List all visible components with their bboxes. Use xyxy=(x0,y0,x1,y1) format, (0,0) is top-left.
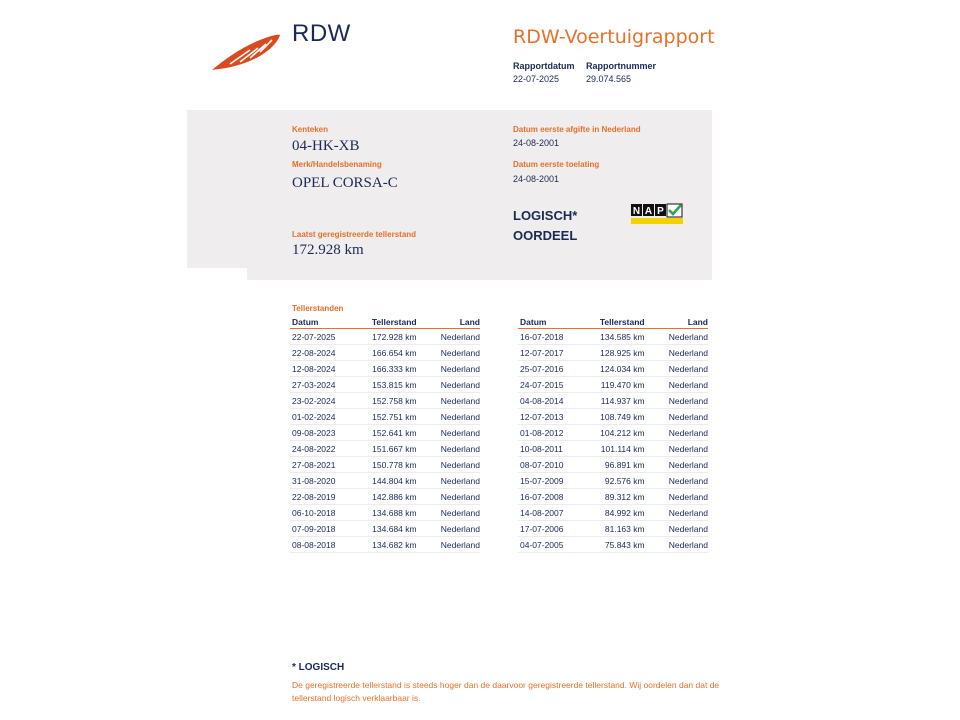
reading-km: 152.751 km xyxy=(353,409,417,425)
odometer-label: Laatst geregistreerde tellerstand xyxy=(292,230,417,239)
table-row xyxy=(518,345,708,361)
verdict-line-2: OORDEEL xyxy=(513,228,578,243)
verdict-line-1: LOGISCH* xyxy=(513,208,578,223)
reading-km: 151.667 km xyxy=(353,441,417,457)
reading-km: 134.688 km xyxy=(353,505,417,521)
reading-country: Nederland xyxy=(417,329,480,345)
first-admission-value: 24-08-2001 xyxy=(513,174,560,184)
report-date-label: Rapportdatum xyxy=(513,61,575,71)
reading-date: 15-07-2009 xyxy=(518,473,581,489)
reading-country: Nederland xyxy=(417,345,480,361)
header-country: Land xyxy=(645,317,708,329)
reading-date: 27-08-2021 xyxy=(290,457,353,473)
table-row xyxy=(290,441,480,457)
table-row xyxy=(518,425,708,441)
reading-date: 27-03-2024 xyxy=(290,377,353,393)
reading-km: 114.937 km xyxy=(581,393,645,409)
reading-country: Nederland xyxy=(417,393,480,409)
reading-date: 12-08-2024 xyxy=(290,361,353,377)
plate-value: 04-HK-XB xyxy=(292,138,360,154)
plate-label: Kenteken xyxy=(292,125,329,134)
reading-date: 24-07-2015 xyxy=(518,377,581,393)
reading-date: 22-08-2024 xyxy=(290,345,353,361)
reading-km: 134.684 km xyxy=(353,521,417,537)
reading-country: Nederland xyxy=(417,361,480,377)
reading-date: 14-08-2007 xyxy=(518,505,581,521)
reading-km: 172.928 km xyxy=(353,329,417,345)
table-row xyxy=(518,441,708,457)
table-row xyxy=(518,457,708,473)
table-row xyxy=(290,361,480,377)
reading-country: Nederland xyxy=(645,377,708,393)
reading-km: 150.778 km xyxy=(353,457,417,473)
reading-country: Nederland xyxy=(417,489,480,505)
reading-km: 104.212 km xyxy=(581,425,645,441)
reading-km: 166.333 km xyxy=(353,361,417,377)
table-row xyxy=(518,361,708,377)
table-row xyxy=(290,377,480,393)
reading-date: 06-10-2018 xyxy=(290,505,353,521)
readings-title: Tellerstanden xyxy=(292,304,344,313)
panel-corner-cut xyxy=(187,268,247,282)
table-row xyxy=(290,457,480,473)
table-row xyxy=(290,345,480,361)
reading-date: 12-07-2017 xyxy=(518,345,581,361)
reading-km: 134.585 km xyxy=(581,329,645,345)
reading-date: 16-07-2018 xyxy=(518,329,581,345)
table-row xyxy=(518,473,708,489)
reading-country: Nederland xyxy=(645,441,708,457)
reading-country: Nederland xyxy=(645,457,708,473)
reading-km: 128.925 km xyxy=(581,345,645,361)
reading-km: 92.576 km xyxy=(581,473,645,489)
report-title: RDW-Voertuigrapport xyxy=(513,26,715,48)
table-row xyxy=(290,489,480,505)
first-admission-label: Datum eerste toelating xyxy=(513,160,600,169)
reading-date: 01-08-2012 xyxy=(518,425,581,441)
table-row xyxy=(290,521,480,537)
reading-date: 10-08-2011 xyxy=(518,441,581,457)
reading-date: 24-08-2022 xyxy=(290,441,353,457)
reading-date: 31-08-2020 xyxy=(290,473,353,489)
reading-km: 134.682 km xyxy=(353,537,417,553)
reading-date: 22-08-2019 xyxy=(290,489,353,505)
table-header-row xyxy=(290,317,480,329)
table-row xyxy=(290,537,480,553)
reading-country: Nederland xyxy=(645,425,708,441)
report-date: 22-07-2025 xyxy=(513,74,560,84)
table-row xyxy=(518,377,708,393)
reading-country: Nederland xyxy=(417,457,480,473)
reading-date: 08-07-2010 xyxy=(518,457,581,473)
reading-km: 101.114 km xyxy=(581,441,645,457)
reading-country: Nederland xyxy=(645,393,708,409)
nap-letter-a: A xyxy=(644,206,653,217)
reading-date: 17-07-2006 xyxy=(518,521,581,537)
reading-country: Nederland xyxy=(645,409,708,425)
reading-date: 12-07-2013 xyxy=(518,409,581,425)
table-row xyxy=(518,537,708,553)
reading-country: Nederland xyxy=(417,505,480,521)
reading-date: 09-08-2023 xyxy=(290,425,353,441)
header-date: Datum xyxy=(290,317,353,329)
nap-letter-p: P xyxy=(657,206,664,217)
footnote-title: * LOGISCH xyxy=(292,662,345,673)
table-row xyxy=(518,329,708,345)
reading-date: 22-07-2025 xyxy=(290,329,353,345)
reading-date: 07-09-2018 xyxy=(290,521,353,537)
readings-table-right xyxy=(518,317,708,553)
reading-country: Nederland xyxy=(645,329,708,345)
reading-km: 152.641 km xyxy=(353,425,417,441)
reading-country: Nederland xyxy=(417,521,480,537)
reading-km: 81.163 km xyxy=(581,521,645,537)
reading-date: 04-07-2005 xyxy=(518,537,581,553)
verdict xyxy=(513,206,577,246)
reading-date: 25-07-2016 xyxy=(518,361,581,377)
reading-km: 142.886 km xyxy=(353,489,417,505)
reading-km: 144.804 km xyxy=(353,473,417,489)
make-value: OPEL CORSA-C xyxy=(292,175,398,191)
header-date: Datum xyxy=(518,317,581,329)
reading-km: 153.815 km xyxy=(353,377,417,393)
table-row xyxy=(518,521,708,537)
reading-km: 124.034 km xyxy=(581,361,645,377)
table-row xyxy=(518,409,708,425)
report-number-label: Rapportnummer xyxy=(586,61,657,71)
header-km: Tellerstand xyxy=(581,317,645,329)
footnote-text: De geregistreerde tellerstand is steeds hoger dan de daarvoor geregistreerde tellerstand. Wij oordelen dan dat de tellerstand logisch verklaarbaar is. xyxy=(292,680,720,703)
table-row xyxy=(518,489,708,505)
reading-km: 152.758 km xyxy=(353,393,417,409)
readings-body-left xyxy=(290,329,480,553)
reading-country: Nederland xyxy=(645,361,708,377)
header-km: Tellerstand xyxy=(353,317,417,329)
report-number: 29.074.565 xyxy=(586,74,632,84)
header-country: Land xyxy=(417,317,480,329)
first-issue-nl-value: 24-08-2001 xyxy=(513,138,560,148)
table-row xyxy=(290,425,480,441)
feather-logo-icon xyxy=(210,30,284,74)
reading-km: 119.470 km xyxy=(581,377,645,393)
table-row xyxy=(290,393,480,409)
reading-km: 166.654 km xyxy=(353,345,417,361)
reading-date: 16-07-2008 xyxy=(518,489,581,505)
reading-country: Nederland xyxy=(645,521,708,537)
table-row xyxy=(290,473,480,489)
reading-km: 75.843 km xyxy=(581,537,645,553)
reading-date: 01-02-2024 xyxy=(290,409,353,425)
reading-country: Nederland xyxy=(417,441,480,457)
make-label: Merk/Handelsbenaming xyxy=(292,160,382,169)
table-row xyxy=(290,505,480,521)
reading-country: Nederland xyxy=(417,537,480,553)
reading-date: 08-08-2018 xyxy=(290,537,353,553)
table-row xyxy=(518,505,708,521)
reading-country: Nederland xyxy=(417,425,480,441)
nap-letter-n: N xyxy=(632,206,641,217)
reading-country: Nederland xyxy=(417,409,480,425)
reading-date: 23-02-2024 xyxy=(290,393,353,409)
table-row xyxy=(290,409,480,425)
reading-country: Nederland xyxy=(645,345,708,361)
reading-km: 96.891 km xyxy=(581,457,645,473)
table-row xyxy=(290,329,480,345)
reading-km: 89.312 km xyxy=(581,489,645,505)
vehicle-summary-panel xyxy=(187,110,712,280)
nap-logo-icon xyxy=(631,203,685,225)
reading-country: Nederland xyxy=(417,473,480,489)
table-header-row xyxy=(518,317,708,329)
readings-table-left xyxy=(290,317,480,553)
reading-country: Nederland xyxy=(645,489,708,505)
brand-name: RDW xyxy=(292,20,351,47)
reading-country: Nederland xyxy=(645,537,708,553)
table-row xyxy=(518,393,708,409)
reading-km: 84.992 km xyxy=(581,505,645,521)
readings-body-right xyxy=(518,329,708,553)
reading-country: Nederland xyxy=(645,473,708,489)
reading-date: 04-08-2014 xyxy=(518,393,581,409)
odometer-value: 172.928 km xyxy=(292,242,364,258)
reading-country: Nederland xyxy=(417,377,480,393)
reading-country: Nederland xyxy=(645,505,708,521)
first-issue-nl-label: Datum eerste afgifte in Nederland xyxy=(513,125,641,134)
reading-km: 108.749 km xyxy=(581,409,645,425)
